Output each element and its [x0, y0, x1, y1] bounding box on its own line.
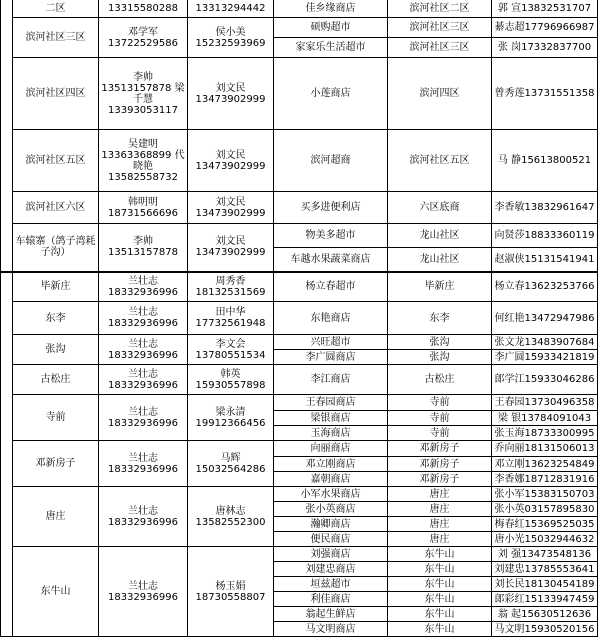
table-row [1, 0, 598, 18]
contact2-cell: 刘文民 13473902999 [188, 130, 274, 192]
store-cell: 家家乐生活超市 [274, 38, 388, 58]
store-cell: 马文明商店 [274, 622, 388, 637]
contact1-cell: 兰壮志 18332936996 [99, 487, 188, 547]
contact2-cell: 刘文民 13473902999 [188, 58, 274, 130]
owner-contact-cell: 曾秀莲13731551358 [492, 58, 598, 130]
table-row [1, 224, 598, 248]
location-cell: 龙山社区 [388, 248, 492, 272]
location-cell: 张沟 [388, 335, 492, 350]
contact2-cell: 13313294442 [188, 0, 274, 18]
location-cell: 东牛山 [388, 562, 492, 577]
table-row [1, 58, 598, 130]
table-row [1, 441, 598, 457]
contact2-cell: 韩英 15930557898 [188, 365, 274, 395]
owner-contact-cell: 郭 宣13832531707 [492, 0, 598, 18]
location-cell: 唐庄 [388, 487, 492, 502]
location-cell: 东牛山 [388, 547, 492, 562]
location-cell: 古松庄 [388, 365, 492, 395]
store-cell: 车越水果蔬菜商店 [274, 248, 388, 272]
contact1-cell: 兰壮志 18332936996 [99, 395, 188, 441]
owner-contact-cell: 张小军15383150703 [492, 487, 598, 502]
location-cell: 滨河社区二区 [388, 0, 492, 18]
location-cell: 唐庄 [388, 532, 492, 547]
contact2-cell: 刘文民 13473902999 [188, 224, 274, 272]
location-cell: 滨河社区三区 [388, 38, 492, 58]
store-cell: 玉海商店 [274, 426, 388, 441]
store-cell: 滨河超商 [274, 130, 388, 192]
store-cell: 硕购超市 [274, 18, 388, 38]
table-row [1, 272, 598, 302]
owner-contact-cell: 郎学江15933046286 [492, 365, 598, 395]
location-cell: 东牛山 [388, 577, 492, 592]
table-row [1, 395, 598, 411]
store-cell: 王春园商店 [274, 395, 388, 411]
store-cell: 瀚卿商店 [274, 517, 388, 532]
contact2-cell: 刘文民 13473902999 [188, 192, 274, 224]
contact2-cell: 马辉 15032564286 [188, 441, 274, 487]
store-cell: 物美多超市 [274, 224, 388, 248]
contact2-cell: 李文会 13780551534 [188, 335, 274, 365]
area-cell: 古松庄 [13, 365, 99, 395]
store-cell: 梁银商店 [274, 411, 388, 426]
contact1-cell: 兰壮志 18332936996 [99, 547, 188, 637]
store-cell: 嘉朝商店 [274, 472, 388, 487]
table-row [1, 130, 598, 192]
table-row [1, 302, 598, 335]
area-cell: 滨河社区四区 [13, 58, 99, 130]
location-cell: 东牛山 [388, 607, 492, 622]
location-cell: 滨河社区三区 [388, 18, 492, 38]
location-cell: 东李 [388, 302, 492, 335]
store-cell: 杨立春超市 [274, 272, 388, 302]
store-cell: 邓立刚商店 [274, 457, 388, 472]
owner-contact-cell: 邓立刚13623254849 [492, 457, 598, 472]
area-cell: 二区 [13, 0, 99, 18]
location-cell: 邓新房子 [388, 472, 492, 487]
owner-contact-cell: 杨立春13623253766 [492, 272, 598, 302]
table-row [1, 487, 598, 502]
location-cell: 邓新房子 [388, 441, 492, 457]
owner-contact-cell: 张文龙13483907684 [492, 335, 598, 350]
owner-contact-cell: 郎彩红15133947459 [492, 592, 598, 607]
location-cell: 滨河四区 [388, 58, 492, 130]
area-cell: 毕新庄 [13, 272, 99, 302]
table-row [1, 18, 598, 38]
location-cell: 毕新庄 [388, 272, 492, 302]
owner-contact-cell: 刘建忠13785553641 [492, 562, 598, 577]
location-cell: 龙山社区 [388, 224, 492, 248]
owner-contact-cell: 唐小光15032944632 [492, 532, 598, 547]
contact1-cell: 兰壮志 18332936996 [99, 365, 188, 395]
store-cell: 小莲商店 [274, 58, 388, 130]
owner-contact-cell: 李广圆15933421819 [492, 350, 598, 365]
area-cell: 邓新房子 [13, 441, 99, 487]
contact2-cell: 侯小美 15232593969 [188, 18, 274, 58]
owner-contact-cell: 马 静15613800521 [492, 130, 598, 192]
store-cell: 小军水果商店 [274, 487, 388, 502]
contact2-cell: 唐林志 13582552300 [188, 487, 274, 547]
area-cell: 滨河社区三区 [13, 18, 99, 58]
store-cell: 李广圆商店 [274, 350, 388, 365]
contact1-cell: 兰壮志 18332936996 [99, 302, 188, 335]
contact1-cell: 兰壮志 18332936996 [99, 272, 188, 302]
owner-contact-cell: 张小英03157895830 [492, 502, 598, 517]
owner-contact-cell: 向贤莎18833360119 [492, 224, 598, 248]
owner-contact-cell: 梅春红15369525035 [492, 517, 598, 532]
contact1-cell: 李帅 13513157878 梁千慧 13393053117 [99, 58, 188, 130]
contact1-cell: 李帅 13513157878 [99, 224, 188, 272]
store-cell: 翁起生鲜店 [274, 607, 388, 622]
contact1-cell: 兰壮志 18332936996 [99, 441, 188, 487]
location-cell: 东牛山 [388, 592, 492, 607]
location-cell: 邓新房子 [388, 457, 492, 472]
contact1-cell: 吴建明 13363368899 代晓艳 13582558732 [99, 130, 188, 192]
location-cell: 寺前 [388, 411, 492, 426]
location-cell: 东牛山 [388, 622, 492, 637]
location-cell: 滨河社区五区 [388, 130, 492, 192]
owner-contact-cell: 张玉海18733300995 [492, 426, 598, 441]
store-cell: 买多进便利店 [274, 192, 388, 224]
location-cell: 唐庄 [388, 517, 492, 532]
contact1-cell: 邓学军 13722529586 [99, 18, 188, 58]
owner-contact-cell: 李香娜18712831916 [492, 472, 598, 487]
contact2-cell: 田中华 17732561948 [188, 302, 274, 335]
area-cell: 滨河社区六区 [13, 192, 99, 224]
area-cell: 寺前 [13, 395, 99, 441]
store-cell: 垣兹超市 [274, 577, 388, 592]
location-cell: 寺前 [388, 426, 492, 441]
area-cell: 东李 [13, 302, 99, 335]
owner-contact-cell: 赵淑侠15131541941 [492, 248, 598, 272]
table-row [1, 335, 598, 350]
owner-contact-cell: 綦志超17796966987 [492, 18, 598, 38]
owner-contact-cell: 刘 强13473548136 [492, 547, 598, 562]
location-cell: 六区底商 [388, 192, 492, 224]
owner-contact-cell: 王春园13730496358 [492, 395, 598, 411]
contact2-cell: 杨玉娟 18730558807 [188, 547, 274, 637]
group-cell [1, 272, 13, 637]
owner-contact-cell: 乔向丽18131506013 [492, 441, 598, 457]
store-cell: 兴旺超市 [274, 335, 388, 350]
owner-contact-cell: 刘长民18130454189 [492, 577, 598, 592]
store-cell: 东艳商店 [274, 302, 388, 335]
owner-contact-cell: 梁 银13784091043 [492, 411, 598, 426]
table-row [1, 365, 598, 395]
area-cell: 东牛山 [13, 547, 99, 637]
contact2-cell: 周秀香 18132531569 [188, 272, 274, 302]
store-cell: 刘建忠商店 [274, 562, 388, 577]
area-cell: 唐庄 [13, 487, 99, 547]
store-cell: 刘强商店 [274, 547, 388, 562]
store-cell: 张小英商店 [274, 502, 388, 517]
store-cell: 李江商店 [274, 365, 388, 395]
store-cell: 便民商店 [274, 532, 388, 547]
owner-contact-cell: 翁 起15630512636 [492, 607, 598, 622]
contact1-cell: 兰壮志 18332936996 [99, 335, 188, 365]
owner-contact-cell: 何红艳13472947986 [492, 302, 598, 335]
store-cell: 佳乡缘商店 [274, 0, 388, 18]
group-cell [1, 0, 13, 272]
table-row [1, 547, 598, 562]
contact1-cell: 韩明明 18731566696 [99, 192, 188, 224]
area-cell: 滨河社区五区 [13, 130, 99, 192]
store-cell: 向丽商店 [274, 441, 388, 457]
contact1-cell: 13315580288 [99, 0, 188, 18]
table-row [1, 192, 598, 224]
location-cell: 张沟 [388, 350, 492, 365]
area-cell: 车辕寨（鸽子湾耗子沟） [13, 224, 99, 272]
owner-contact-cell: 马文明15930520156 [492, 622, 598, 637]
owner-contact-cell: 张 岗17332837700 [492, 38, 598, 58]
owner-contact-cell: 李香敏13832961647 [492, 192, 598, 224]
area-cell: 张沟 [13, 335, 99, 365]
location-cell: 寺前 [388, 395, 492, 411]
location-cell: 唐庄 [388, 502, 492, 517]
contact2-cell: 梁永清 19912366456 [188, 395, 274, 441]
store-cell: 利佳商店 [274, 592, 388, 607]
